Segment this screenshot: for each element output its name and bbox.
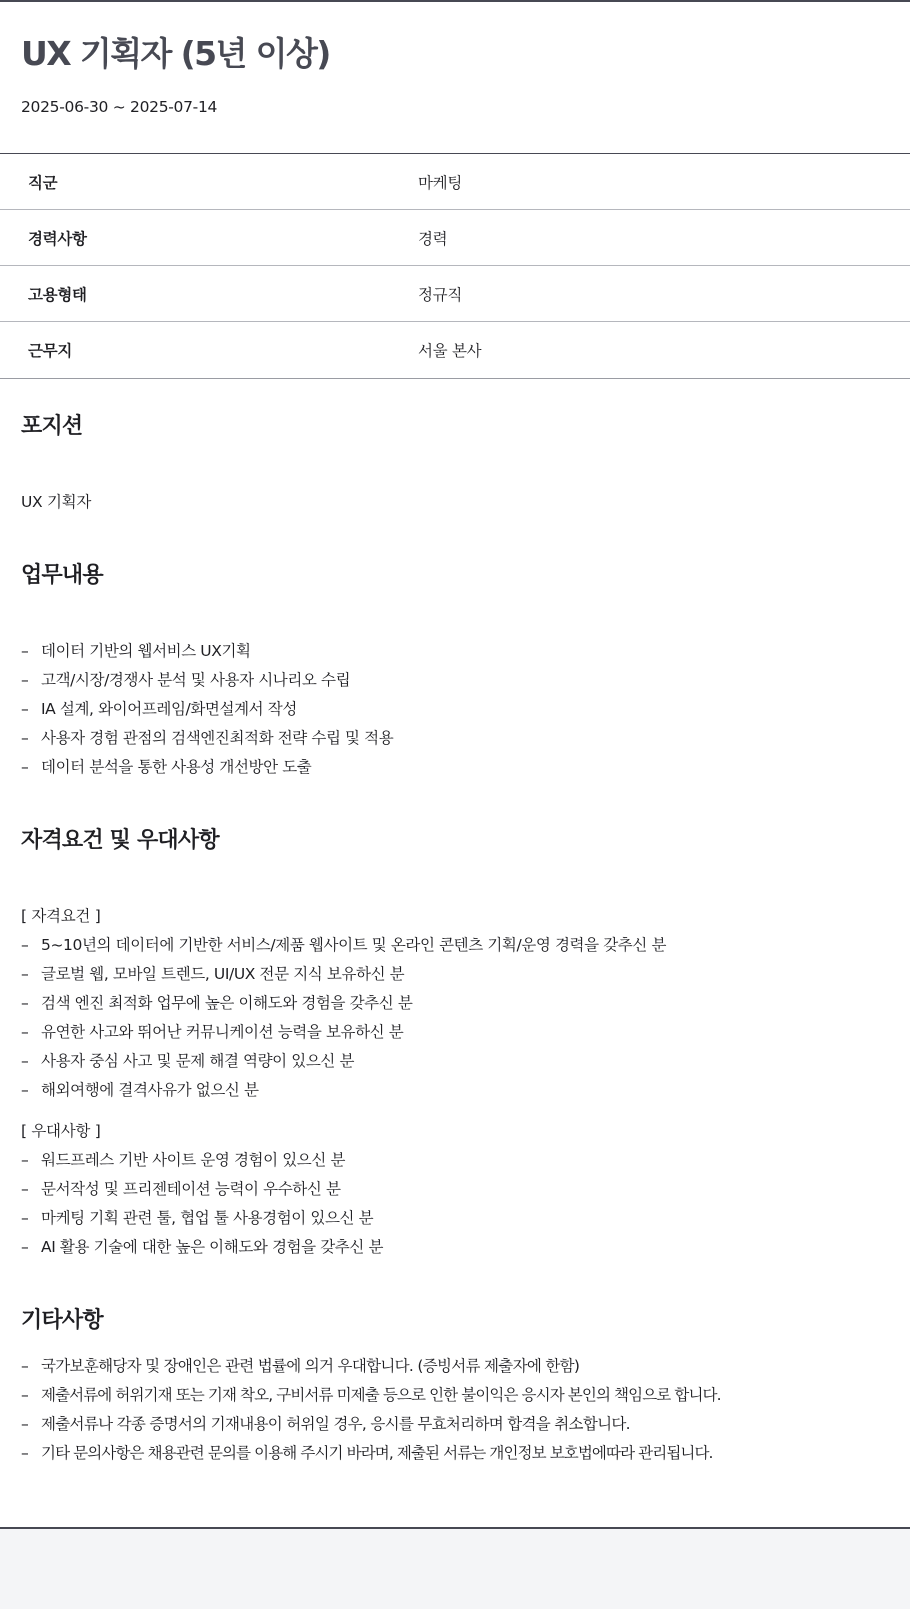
list-item (21, 1146, 889, 1175)
dash-bullet: – (21, 1081, 29, 1099)
info-value: 마케팅 (418, 173, 463, 192)
info-row-employment-type (0, 266, 910, 322)
list-item-text: 국가보훈해당자 및 장애인은 관련 법률에 의거 우대합니다. (증빙서류 제출자에 한함) (41, 1357, 580, 1375)
list-item (21, 1439, 889, 1468)
section-heading: 업무내용 (21, 563, 103, 588)
list-item (21, 960, 889, 989)
required-label: [ 자격요건 ] (21, 907, 101, 925)
info-label: 근무지 (28, 342, 73, 360)
list-item (21, 753, 889, 782)
preferred-label: [ 우대사항 ] (21, 1122, 101, 1140)
dash-bullet: – (21, 1444, 28, 1462)
dash-bullet: – (21, 729, 29, 747)
list-item (21, 1047, 889, 1076)
job-header (0, 2, 910, 153)
dash-bullet: – (21, 1052, 29, 1070)
list-item-text: AI 활용 기술에 대한 높은 이해도와 경험을 갖추신 분 (41, 1238, 384, 1256)
list-item (21, 1381, 889, 1410)
list-item-text: 기타 문의사항은 채용관련 문의를 이용해 주시기 바라며, 제출된 서류는 개인정보 보호법에따라 관리됩니다. (41, 1444, 713, 1462)
dash-bullet: – (21, 994, 29, 1012)
job-description (0, 379, 910, 1468)
dash-bullet: – (21, 758, 29, 776)
dash-bullet: – (21, 700, 29, 718)
info-label: 고용형태 (28, 285, 87, 304)
list-item (21, 989, 889, 1018)
info-value: 서울 본사 (418, 342, 482, 360)
dash-bullet: – (21, 1238, 29, 1256)
dash-bullet: – (21, 1180, 29, 1198)
list-item (21, 695, 889, 724)
list-item-text: 검색 엔진 최적화 업무에 높은 이해도와 경험을 갖추신 분 (41, 994, 413, 1012)
dash-bullet: – (21, 642, 29, 660)
section-position (21, 379, 889, 517)
list-item (21, 1018, 889, 1047)
dash-bullet: – (21, 1357, 29, 1375)
etc-list (21, 1352, 889, 1468)
dash-bullet: – (21, 1209, 29, 1227)
list-item (21, 637, 889, 666)
section-heading: 자격요건 및 우대사항 (21, 828, 219, 853)
list-item (21, 931, 889, 960)
list-item (21, 724, 889, 753)
dash-bullet: – (21, 965, 29, 983)
info-row-location (0, 322, 910, 378)
list-item-text: 제출서류나 각종 증명서의 기재내용이 허위일 경우, 응시를 무효처리하며 합격을 취소합니다. (41, 1415, 630, 1433)
job-info-table (0, 153, 910, 379)
list-item-text: 사용자 중심 사고 및 문제 해결 역량이 있으신 분 (41, 1052, 355, 1070)
list-item-text: 5~10년의 데이터에 기반한 서비스/제품 웹사이트 및 온라인 콘텐츠 기획/운영 경력을 갖추신 분 (41, 936, 667, 954)
list-item-text: IA 설계, 와이어프레임/화면설계서 작성 (41, 700, 297, 718)
section-duties (21, 517, 889, 782)
position-text: UX 기획자 (21, 493, 92, 511)
info-label: 직군 (28, 173, 58, 192)
duties-list (21, 637, 889, 782)
list-item-text: 제출서류에 허위기재 또는 기재 착오, 구비서류 미제출 등으로 인한 불이익은 응시자 본인의 책임으로 합니다. (41, 1386, 721, 1404)
list-item-text: 데이터 분석을 통한 사용성 개선방안 도출 (41, 758, 312, 776)
list-item-text: 글로벌 웹, 모바일 트렌드, UI/UX 전문 지식 보유하신 분 (41, 965, 405, 983)
posting-period: 2025-06-30 ~ 2025-07-14 (21, 98, 218, 116)
dash-bullet: – (21, 1415, 29, 1433)
dash-bullet: – (21, 1023, 29, 1041)
section-etc (21, 1262, 889, 1468)
list-item (21, 1233, 889, 1262)
info-row-experience (0, 210, 910, 266)
dash-bullet: – (21, 671, 29, 689)
section-heading: 포지션 (21, 414, 83, 439)
list-item-text: 마케팅 기획 관련 툴, 협업 툴 사용경험이 있으신 분 (41, 1209, 374, 1227)
preferred-list (21, 1146, 889, 1262)
dash-bullet: – (21, 936, 29, 954)
list-item (21, 1352, 889, 1381)
list-item-text: 데이터 기반의 웹서비스 UX기획 (41, 642, 251, 660)
list-item (21, 1410, 889, 1439)
section-heading: 기타사항 (21, 1308, 103, 1333)
job-title: UX 기획자 (5년 이상) (21, 34, 330, 73)
list-item (21, 1175, 889, 1204)
list-item-text: 유연한 사고와 뛰어난 커뮤니케이션 능력을 보유하신 분 (41, 1023, 404, 1041)
list-item-text: 해외여행에 결격사유가 없으신 분 (41, 1081, 259, 1099)
list-item-text: 고객/시장/경쟁사 분석 및 사용자 시나리오 수립 (41, 671, 351, 689)
footer-area (0, 1527, 910, 1609)
list-item-text: 워드프레스 기반 사이트 운영 경험이 있으신 분 (41, 1151, 346, 1169)
info-value: 경력 (418, 229, 448, 248)
info-row-job-group (0, 154, 910, 210)
required-list (21, 931, 889, 1105)
dash-bullet: – (21, 1386, 28, 1404)
info-value: 정규직 (418, 285, 463, 304)
list-item (21, 1204, 889, 1233)
section-qualifications (21, 782, 889, 1262)
dash-bullet: – (21, 1151, 29, 1169)
list-item-text: 사용자 경험 관점의 검색엔진최적화 전략 수립 및 적용 (41, 729, 394, 747)
list-item (21, 666, 889, 695)
info-label: 경력사항 (28, 229, 87, 248)
list-item-text: 문서작성 및 프리젠테이션 능력이 우수하신 분 (41, 1180, 341, 1198)
list-item (21, 1076, 889, 1105)
